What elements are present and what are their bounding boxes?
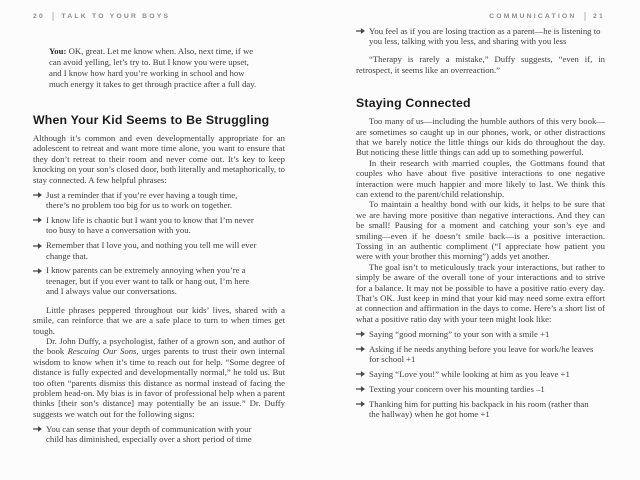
list-item-text: Asking if he needs anything before you leave for work/he leaves for school +1 [369,343,594,365]
book-title: Rescuing Our Sons [67,346,137,357]
list-item-text: Saying “good morning” to your son with a smile +1 [369,328,550,339]
arrow-bullet-icon [356,330,365,339]
arrow-bullet-icon [356,400,365,419]
section-heading-struggling: When Your Kid Seems to Be Struggling [33,113,270,127]
arrow-bullet-icon [33,191,42,210]
list-item-text: I know parents can be extremely annoying when you’re a teenager, but if you ever want to talk or hang out, I’m here and I always value our conversations. [46,265,250,297]
duffy-text-after: , urges parents to trust their own internal wisdom to know when it’s time to reach out for help. “Some degree of distance is fully expected and developmentally normal,” he told us. But too often “parents dismiss this distance as normal instead of facing the problem head-on. My bias is in favor of professional help when a parent thinks [their son’s distance] may potentially be an issue.” Dr. Duffy suggests we watch out for the following signs: [33,346,285,419]
dialogue-text: OK, great. Let me know when. Also, next time, if we can avoid yelling, let’s try to. But I know you were upset, and I know how hard you’re working in school and how much energy it takes to get through practice after a full day. [49,46,257,89]
arrow-bullet-icon [356,27,365,46]
page-number-right: 21 [593,12,605,20]
list-item [356,384,605,394]
list-item-text: Remember that I love you, and nothing you tell me will ever change that. [46,240,257,261]
duffy-paragraph [33,336,285,419]
arrow-bullet-icon [33,216,42,235]
body-paragraph: Too many of us—including the humble authors of this very book—are sometimes so caught up in our phones, work, or other distractions that we barely notice the little things our kids do throughout the day. But noticing these little things can add up to something powerful. [356,116,605,158]
intro-paragraph: Although it’s common and even developmentally appropriate for an adolescent to retreat and want more time alone, you want to ensure that they don’t retreat to their room and never come out. It’s key to keep knocking on your son’s closed door, both literally and metaphorically, to stay connected. A few helpful phrases: [33,133,285,185]
page-number-left: 20 [33,12,45,20]
list-item-text: Just a reminder that if you’re ever having a tough time, there’s no problem too big for us to work on together. [46,189,238,210]
list-item-text: I know life is chaotic but I want you to know that I’m never too busy to have a conversation with you. [46,214,254,236]
positive-ratio-list [356,329,605,420]
body-paragraph: To maintain a healthy bond with our kids, it helps to be sure that we are having more positive than negative interactions. And they can be small! Pausing for a moment and catching your son’s eye and smiling—even if he doesn’t smile back—is a positive interaction. Tossing in an authentic compliment (“I appreciate how patient you were with your brother this morning”) adds yet another. [356,199,605,262]
list-item [356,399,605,420]
arrow-bullet-icon [33,242,42,261]
running-head-title-left: TALK TO YOUR BOYS [61,12,171,20]
list-item-text: You can sense that your depth of communication with your child has diminished, especially over a short period of time [46,423,252,445]
arrow-bullet-icon [356,385,365,394]
dialogue-block [49,46,263,90]
therapy-quote-paragraph: “Therapy is rarely a mistake,” Duffy suggests, “even if, in retrospect, it seems like an overreaction.” [356,54,605,75]
list-item [33,424,285,445]
list-item [33,190,285,211]
running-head-right [356,11,605,21]
arrow-bullet-icon [356,345,365,364]
arrow-bullet-icon [356,370,365,379]
list-item [356,369,605,379]
list-item [33,240,285,261]
reinforce-paragraph: Little phrases peppered throughout our kids’ lives, shared with a smile, can reinforce that we are a safe place to turn to when times get tough. [33,304,285,336]
body-paragraph: The goal isn’t to meticulously track your interactions, but rather to simply be aware of the overall tone of your interactions and to strive for a balance. It may not be possible to have a positive ratio every day. That’s OK. Just keep in mind that your kid may need some extra effort at connection and affirmation in the days to come. Here’s a short list of what a positive ratio day with your teen might look like: [356,261,605,324]
duffy-text-before: Dr. John Duffy, a psychologist, father of a grown son, and author of the book [33,335,285,357]
list-item [356,26,605,47]
page-right [320,0,640,480]
helpful-phrases-list [33,190,285,297]
running-head-divider [52,12,55,21]
arrow-bullet-icon [33,425,42,444]
list-item [356,344,605,365]
list-item-text: Texting your concern over his mounting tardies –1 [369,383,545,394]
list-item [356,329,605,339]
body-paragraph: In their research with married couples, the Gottmans found that couples who have about five positive interactions to one negative interaction were much happier and more likely to last. We think this can extend to the parent/child relationship. [356,157,605,199]
list-item [33,215,285,236]
list-item-text: You feel as if you are losing traction as a parent—he is listening to you less, talking with you less, and sharing with you less [369,25,601,46]
warning-signs-list [33,424,285,445]
warning-signs-continued-list [356,26,605,47]
list-item [33,265,285,296]
dialogue-speaker: You: [49,46,67,56]
running-head-title-right: COMMUNICATION [489,12,577,20]
running-head-divider [584,12,587,21]
arrow-bullet-icon [33,267,42,297]
section-heading-staying-connected: Staying Connected [356,96,471,111]
running-head-left [33,11,285,21]
list-item-text: Saying “Love you!” while looking at him as you leave +1 [369,368,570,379]
list-item-text: Thanking him for putting his backpack in his room (rather than the hallway) when he got home +1 [369,398,589,420]
